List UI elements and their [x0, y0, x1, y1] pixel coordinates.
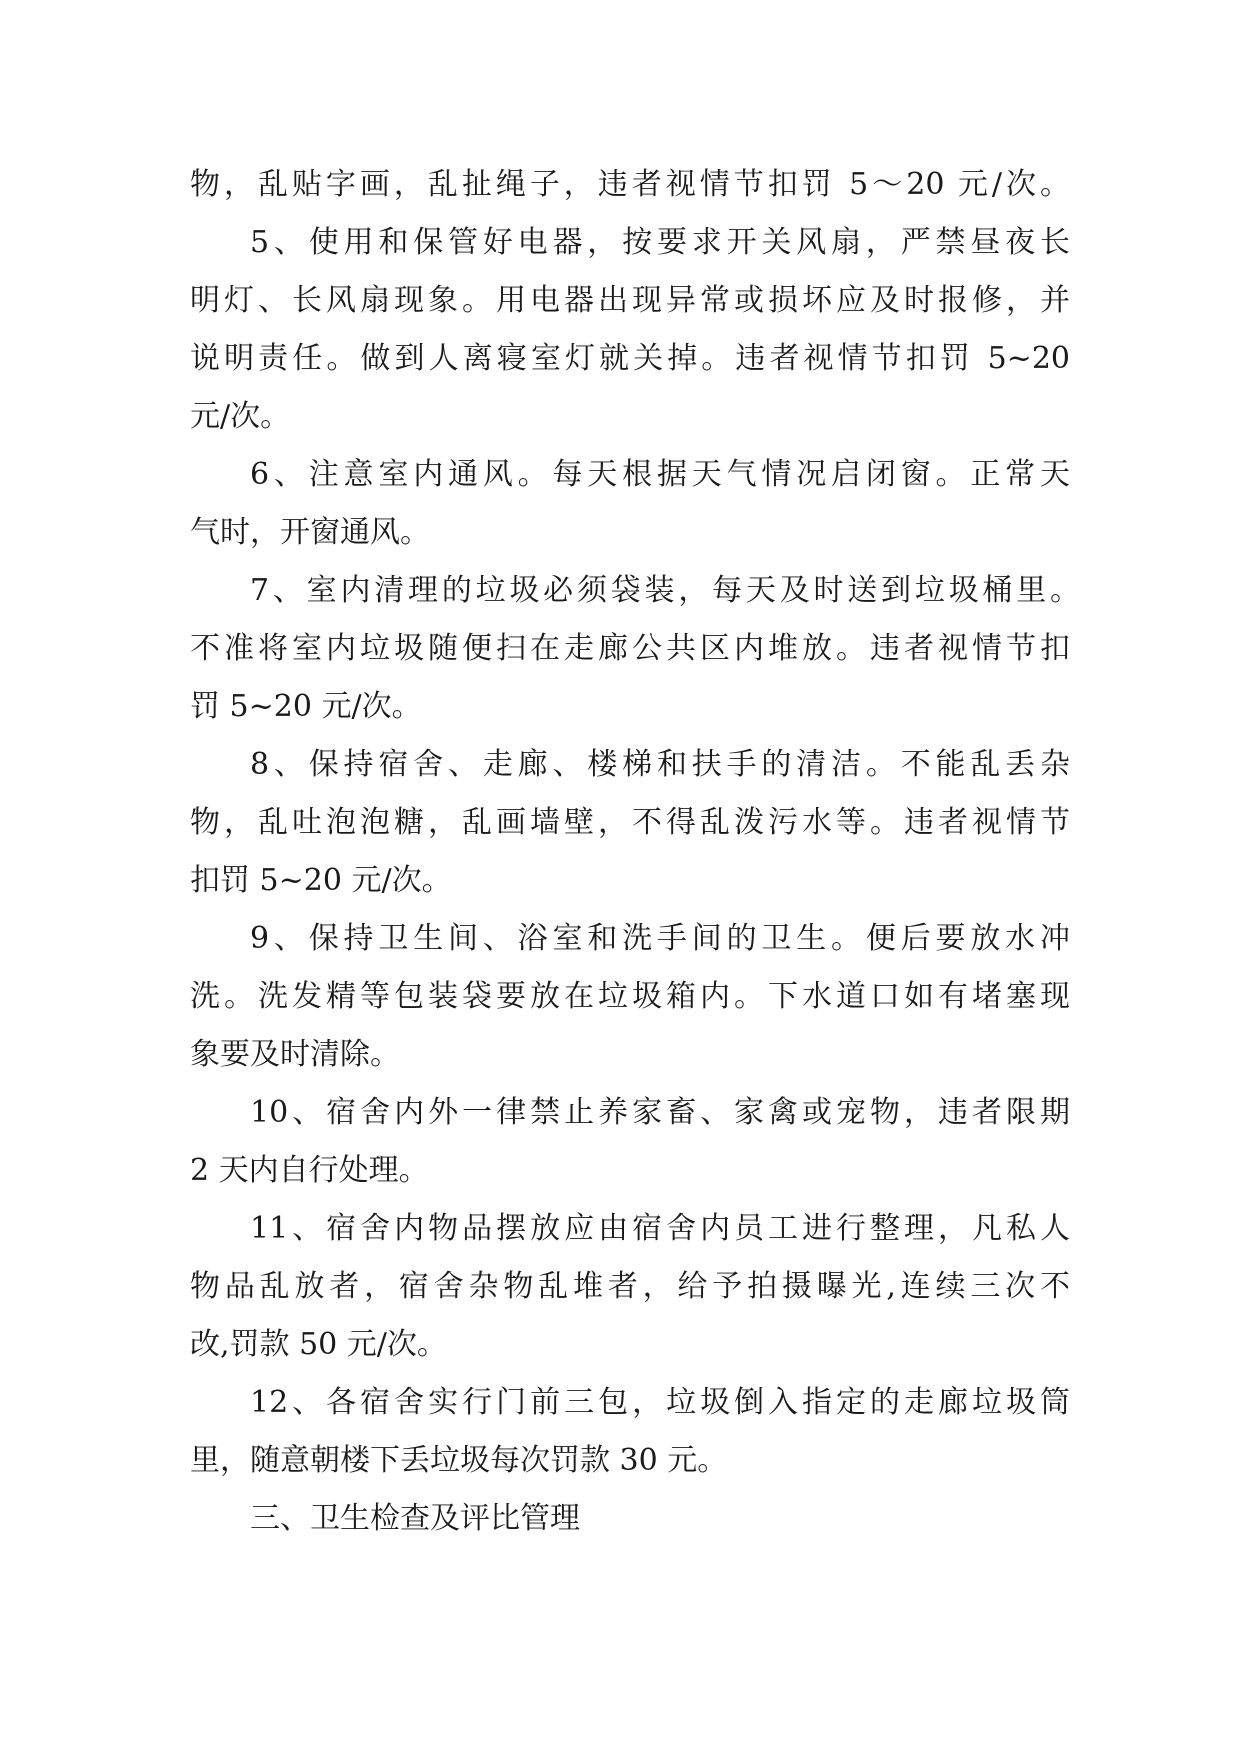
text-line: 11、宿舍内物品摆放应由宿舍内员工进行整理，凡私人: [250, 1211, 1070, 1246]
text-line: 扣罚 5~20 元/次。: [190, 863, 452, 898]
text-line: 罚 5~20 元/次。: [190, 689, 422, 724]
text-line: 9、保持卫生间、浴室和洗手间的卫生。便后要放水冲: [250, 921, 1070, 956]
text-line: 物品乱放者，宿舍杂物乱堆者，给予拍摄曝光,连续三次不: [190, 1269, 1070, 1304]
text-line: 物，乱贴字画，乱扯绳子，违者视情节扣罚 5～20 元/次。: [190, 167, 1070, 202]
text-line: 5、使用和保管好电器，按要求开关风扇，严禁昼夜长: [250, 225, 1070, 260]
section-heading: 三、卫生检查及评比管理: [250, 1501, 580, 1536]
text-line: 里，随意朝楼下丢垃圾每次罚款 30 元。: [190, 1443, 728, 1478]
text-line: 6、注意室内通风。每天根据天气情况启闭窗。正常天: [250, 457, 1070, 492]
text-line: 元/次。: [190, 399, 291, 434]
text-line: 明灯、长风扇现象。用电器出现异常或损坏应及时报修，并: [190, 283, 1070, 318]
text-line: 2 天内自行处理。: [190, 1153, 429, 1188]
text-line: 象要及时清除。: [190, 1037, 400, 1072]
text-line: 12、各宿舍实行门前三包，垃圾倒入指定的走廊垃圾筒: [250, 1385, 1070, 1420]
text-line: 改,罚款 50 元/次。: [190, 1327, 447, 1362]
text-line: 物，乱吐泡泡糖，乱画墙壁，不得乱泼污水等。违者视情节: [190, 805, 1070, 840]
text-line: 7、室内清理的垃圾必须袋装，每天及时送到垃圾桶里。: [250, 573, 1080, 608]
text-line: 不准将室内垃圾随便扫在走廊公共区内堆放。违者视情节扣: [190, 631, 1070, 666]
text-line: 洗。洗发精等包装袋要放在垃圾箱内。下水道口如有堵塞现: [190, 979, 1070, 1014]
text-line: 10、宿舍内外一律禁止养家畜、家禽或宠物，违者限期: [250, 1095, 1070, 1130]
text-line: 说明责任。做到人离寝室灯就关掉。违者视情节扣罚 5~20: [190, 341, 1070, 376]
text-line: 8、保持宿舍、走廊、楼梯和扶手的清洁。不能乱丢杂: [250, 747, 1070, 782]
text-line: 气时，开窗通风。: [190, 515, 430, 550]
